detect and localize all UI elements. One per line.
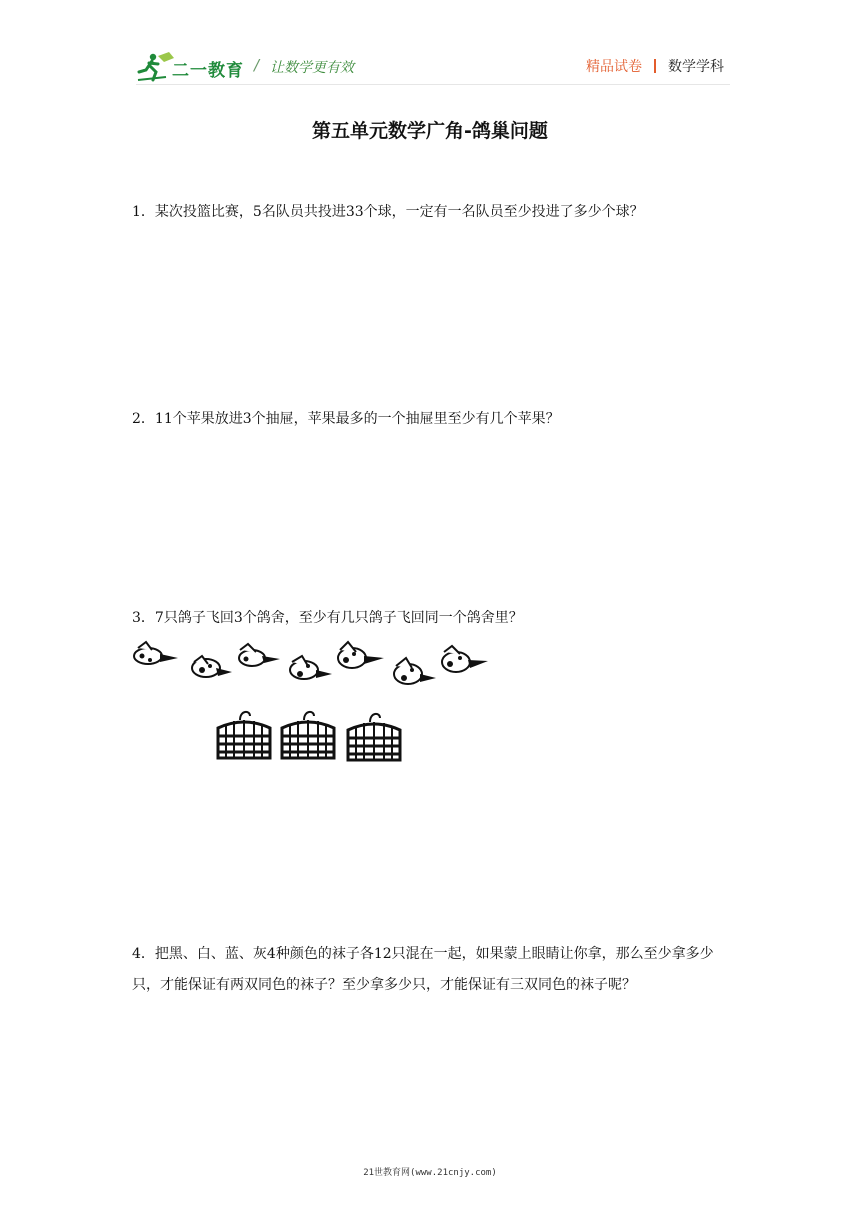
subject-tag: 数学学科: [668, 59, 724, 75]
page-footer: 21世教育网(www.21cnjy.com): [363, 1168, 497, 1178]
question-1: 1．某次投篮比赛，5名队员共投进33个球，一定有一名队员至少投进了多少个球？: [132, 204, 644, 220]
tag-divider: [654, 59, 656, 73]
pigeon-icon: [290, 656, 332, 679]
pigeon-icon: [338, 642, 384, 668]
pigeons-and-cages-illustration: [126, 636, 506, 766]
question-2: 2．11个苹果放进3个抽屉，苹果最多的一个抽屉里至少有几个苹果？: [132, 411, 560, 427]
birdcage-icon: [282, 712, 334, 758]
question-3: 3．7只鸽子飞回3个鸽舍，至少有几只鸽子飞回同一个鸽舍里？: [132, 610, 523, 626]
pigeon-icon: [134, 642, 178, 664]
birdcage-icon: [348, 714, 400, 760]
pigeon-icon: [192, 656, 232, 677]
pigeon-icon: [239, 644, 280, 666]
birdcage-icon: [218, 712, 270, 758]
running-figure-logo-icon: [136, 50, 176, 82]
pigeon-icon: [442, 646, 488, 672]
brand-slogan: 让数学更有效: [270, 60, 354, 76]
page-title: 第五单元数学广角-鸽巢问题: [312, 120, 548, 142]
slogan-separator: /: [254, 56, 260, 74]
question-4: 4．把黑、白、蓝、灰4种颜色的袜子各12只混在一起，如果蒙上眼睛让你拿，那么至少拿多少只，才能保证有两双同色的袜子？至少拿多少只，才能保证有三双同色的袜子呢？: [132, 946, 714, 993]
premium-tag: 精品试卷: [586, 59, 642, 75]
pigeon-icon: [394, 658, 436, 684]
header-tags: [586, 56, 724, 76]
header-divider: [136, 84, 730, 85]
brand-name: 二一教育: [172, 61, 244, 81]
page-header: [136, 48, 730, 88]
